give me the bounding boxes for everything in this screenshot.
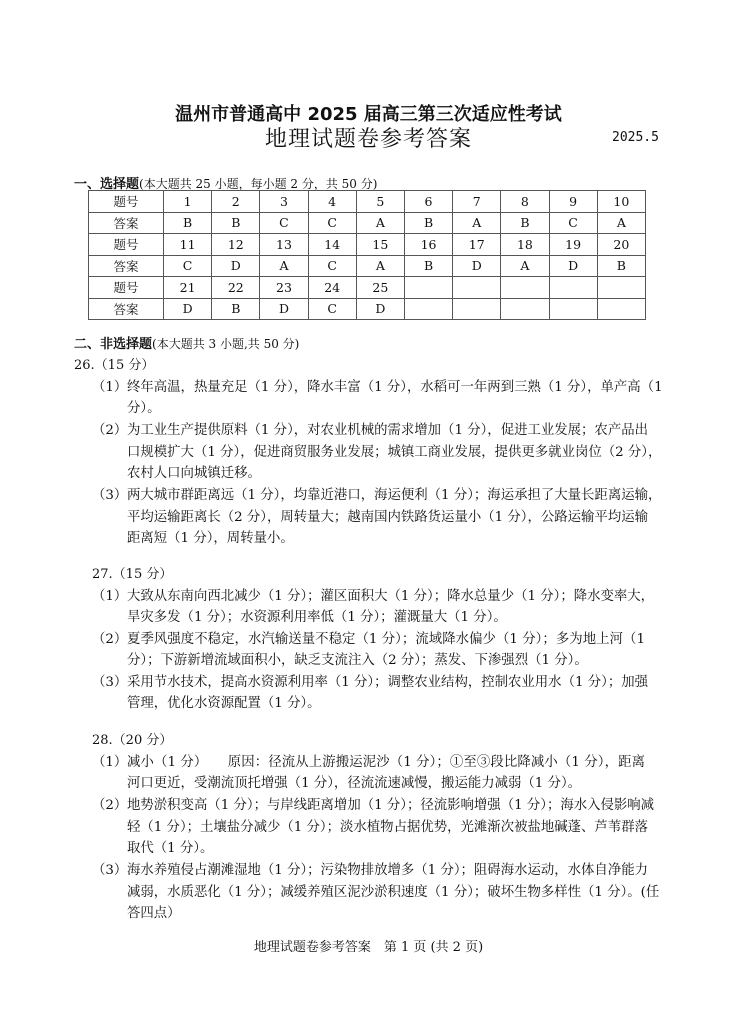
question-number-cell bbox=[549, 277, 597, 299]
question-number-cell: 2 bbox=[212, 191, 260, 213]
answer-text-line: 农村人口向城镇迁移。 bbox=[127, 466, 261, 481]
question-number-cell: 1 bbox=[164, 191, 212, 213]
question-number-cell: 9 bbox=[549, 191, 597, 213]
answer-cell: B bbox=[404, 212, 452, 234]
part-number: （2） bbox=[92, 798, 128, 813]
question-number-cell: 5 bbox=[356, 191, 404, 213]
answer-text-line: 答四点） bbox=[127, 906, 181, 921]
question-number-cell: 20 bbox=[597, 234, 645, 256]
page-footer: 地理试题卷参考答案 第 1 页 (共 2 页) bbox=[253, 940, 484, 955]
answer-cell bbox=[597, 298, 645, 320]
answer-text-line: 夏季风强度不稳定，水汽输送量不稳定（1 分）；流域降水偏少（1 分）；多为地上河（1 bbox=[127, 632, 645, 647]
answer-text-line: 地势淤积变高（1 分）；与岸线距离增加（1 分）；径流影响增强（1 分）；海水入侵影响减 bbox=[127, 798, 655, 813]
question-number-cell: 3 bbox=[260, 191, 308, 213]
answer-cell bbox=[404, 298, 452, 320]
exam-title: 温州市普通高中 2025 届高三第三次适应性考试 bbox=[175, 104, 562, 125]
question-number-cell: 6 bbox=[404, 191, 452, 213]
answer-cell: C bbox=[308, 212, 356, 234]
answer-text-line: 减小（1 分） 原因：径流从上游搬运泥沙（1 分）；①至③段比降减小（1 分），距离 bbox=[127, 755, 645, 770]
answer-cell bbox=[501, 298, 549, 320]
answer-cell: B bbox=[164, 212, 212, 234]
answer-cell: C bbox=[549, 212, 597, 234]
answer-cell: A bbox=[356, 212, 404, 234]
answer-cell: C bbox=[308, 298, 356, 320]
question-number-cell: 10 bbox=[597, 191, 645, 213]
answer-cell: A bbox=[356, 255, 404, 277]
answer-cell: D bbox=[212, 255, 260, 277]
question-number-cell: 22 bbox=[212, 277, 260, 299]
answer-text-line: 平均运输距离长（2 分），周转量大；越南国内铁路货运量小（1 分），公路运输平均运输 bbox=[127, 510, 648, 525]
answer-text-line: 河口更近，受潮流顶托增强（1 分），径流流速减慢，搬运能力减弱（1 分）。 bbox=[127, 776, 582, 791]
section1-title: 一、选择题 bbox=[74, 177, 140, 192]
part-number: （3） bbox=[92, 863, 128, 878]
question-number-cell: 25 bbox=[356, 277, 404, 299]
answer-cell: A bbox=[501, 255, 549, 277]
exam-date: 2025.5 bbox=[612, 130, 659, 145]
answer-text-line: 为工业生产提供原料（1 分），对农业机械的需求增加（1 分），促进工业发展；农产品出 bbox=[127, 423, 648, 438]
part-number: （3） bbox=[92, 488, 128, 503]
question-number-cell: 4 bbox=[308, 191, 356, 213]
section2-heading bbox=[74, 333, 299, 352]
part-number: （1） bbox=[92, 589, 128, 604]
row-label: 答案 bbox=[89, 298, 164, 320]
answer-text-line: 海水养殖侵占潮滩湿地（1 分）；污染物排放增多（1 分）；阻碍海水运动，水体自净能力 bbox=[127, 863, 648, 878]
question-number-cell: 19 bbox=[549, 234, 597, 256]
answer-table bbox=[88, 190, 646, 320]
question-number-cell: 21 bbox=[164, 277, 212, 299]
answer-cell bbox=[549, 298, 597, 320]
question-number-cell: 18 bbox=[501, 234, 549, 256]
question-number-cell: 24 bbox=[308, 277, 356, 299]
question-number-cell bbox=[404, 277, 452, 299]
answer-cell: A bbox=[453, 212, 501, 234]
question-number-cell: 7 bbox=[453, 191, 501, 213]
answer-cell: A bbox=[597, 212, 645, 234]
answer-cell: D bbox=[453, 255, 501, 277]
answer-text-line: 分）；下游新增流域面积小，缺乏支流注入（2 分）；蒸发、下渗强烈（1 分）。 bbox=[127, 653, 588, 668]
answer-text-line: 旱灾多发（1 分）；水资源利用率低（1 分）；灌溉量大（1 分）。 bbox=[127, 610, 507, 625]
question-number-row bbox=[89, 191, 646, 213]
question-number-cell: 17 bbox=[453, 234, 501, 256]
answer-cell: B bbox=[501, 212, 549, 234]
answer-cell: B bbox=[404, 255, 452, 277]
row-label: 题号 bbox=[89, 277, 164, 299]
answer-text-line: 距离短（1 分），周转量小。 bbox=[127, 531, 294, 546]
answer-cell: D bbox=[549, 255, 597, 277]
answer-row bbox=[89, 212, 646, 234]
answer-cell: B bbox=[212, 298, 260, 320]
question-number-cell bbox=[597, 277, 645, 299]
part-number: （2） bbox=[92, 632, 128, 647]
part-number: （1） bbox=[92, 755, 128, 770]
question-label: 26.（15 分） bbox=[74, 358, 155, 373]
question-number-cell bbox=[501, 277, 549, 299]
answer-row bbox=[89, 255, 646, 277]
answer-text-line: 管理，优化水资源配置（1 分）。 bbox=[127, 696, 321, 711]
answer-cell: D bbox=[164, 298, 212, 320]
answer-cell: B bbox=[597, 255, 645, 277]
answer-cell: B bbox=[212, 212, 260, 234]
answer-cell: D bbox=[356, 298, 404, 320]
answer-text-line: 分）。 bbox=[127, 401, 161, 416]
answer-text-line: 轻（1 分）；土壤盐分减少（1 分）；淡水植物占据优势，光滩渐次被盐地碱蓬、芦苇群落 bbox=[127, 820, 648, 835]
question-label: 28.（20 分） bbox=[92, 733, 173, 748]
part-number: （3） bbox=[92, 675, 128, 690]
part-number: （1） bbox=[92, 380, 128, 395]
question-number-row bbox=[89, 277, 646, 299]
row-label: 答案 bbox=[89, 255, 164, 277]
answer-cell: C bbox=[308, 255, 356, 277]
answer-text-line: 两大城市群距离远（1 分），均靠近港口，海运便利（1 分）；海运承担了大量长距离运输， bbox=[127, 488, 662, 503]
section2-note: (本大题共 3 小题,共 50 分) bbox=[152, 337, 300, 351]
question-number-cell: 14 bbox=[308, 234, 356, 256]
answer-cell bbox=[453, 298, 501, 320]
section1-note: (本大题共 25 小题，每小题 2 分，共 50 分) bbox=[139, 177, 378, 191]
row-label: 题号 bbox=[89, 234, 164, 256]
question-number-row bbox=[89, 234, 646, 256]
question-number-cell: 16 bbox=[404, 234, 452, 256]
answer-cell: C bbox=[260, 212, 308, 234]
question-number-cell: 13 bbox=[260, 234, 308, 256]
question-number-cell: 8 bbox=[501, 191, 549, 213]
answer-text-line: 大致从东南向西北减少（1 分）；灌区面积大（1 分）；降水总量少（1 分）；降水变率大， bbox=[127, 589, 655, 604]
question-number-cell: 15 bbox=[356, 234, 404, 256]
part-number: （2） bbox=[92, 423, 128, 438]
question-number-cell bbox=[453, 277, 501, 299]
answer-text-line: 采用节水技术，提高水资源利用率（1 分）；调整农业结构，控制农业用水（1 分）；加强 bbox=[127, 675, 648, 690]
question-number-cell: 12 bbox=[212, 234, 260, 256]
row-label: 题号 bbox=[89, 191, 164, 213]
answer-cell: D bbox=[260, 298, 308, 320]
row-label: 答案 bbox=[89, 212, 164, 234]
question-number-cell: 11 bbox=[164, 234, 212, 256]
answer-cell: C bbox=[164, 255, 212, 277]
question-number-cell: 23 bbox=[260, 277, 308, 299]
exam-subtitle: 地理试题卷参考答案 bbox=[264, 127, 472, 152]
answer-text-line: 终年高温，热量充足（1 分），降水丰富（1 分），水稻可一年两到三熟（1 分），单产高（1 bbox=[127, 380, 663, 395]
answer-text-line: 减弱，水质恶化（1 分）；减缓养殖区泥沙淤积速度（1 分）；破坏生物多样性（1 分）。(任 bbox=[127, 885, 660, 900]
answer-text-line: 取代（1 分）。 bbox=[127, 841, 214, 856]
question-label: 27.（15 分） bbox=[92, 567, 173, 582]
answer-cell: A bbox=[260, 255, 308, 277]
section2-title: 二、非选择题 bbox=[74, 337, 153, 352]
answer-row bbox=[89, 298, 646, 320]
answer-text-line: 口规模扩大（1 分），促进商贸服务业发展；城镇工商业发展，提供更多就业岗位（2 分）， bbox=[127, 445, 662, 460]
